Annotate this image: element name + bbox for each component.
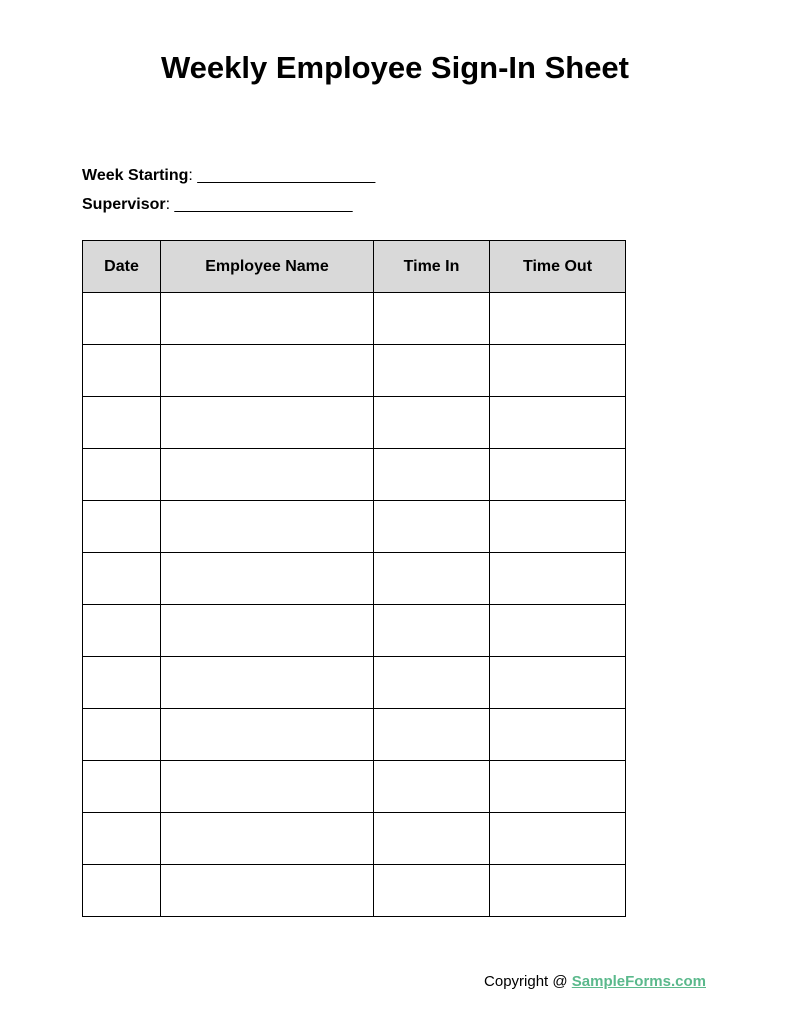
time-out-cell[interactable] bbox=[490, 553, 626, 605]
supervisor-field[interactable] bbox=[82, 195, 352, 215]
date-cell[interactable] bbox=[83, 865, 161, 917]
time-out-cell[interactable] bbox=[490, 761, 626, 813]
employee-name-cell[interactable] bbox=[161, 553, 374, 605]
date-cell[interactable] bbox=[83, 709, 161, 761]
time-in-cell[interactable] bbox=[374, 553, 490, 605]
employee-name-cell[interactable] bbox=[161, 657, 374, 709]
time-in-cell[interactable] bbox=[374, 397, 490, 449]
table-body bbox=[83, 293, 626, 917]
date-cell[interactable] bbox=[83, 605, 161, 657]
time-out-cell[interactable] bbox=[490, 657, 626, 709]
employee-name-cell[interactable] bbox=[161, 501, 374, 553]
employee-name-cell[interactable] bbox=[161, 865, 374, 917]
time-out-cell[interactable] bbox=[490, 813, 626, 865]
time-in-cell[interactable] bbox=[374, 761, 490, 813]
week-starting-field[interactable] bbox=[82, 166, 375, 186]
time-out-cell[interactable] bbox=[490, 397, 626, 449]
supervisor-separator: : bbox=[165, 196, 171, 213]
time-in-cell[interactable] bbox=[374, 345, 490, 397]
supervisor-label: Supervisor bbox=[82, 196, 166, 213]
header-time-in: Time In bbox=[374, 241, 490, 293]
table-row bbox=[83, 293, 626, 345]
week-starting-separator: : bbox=[188, 167, 193, 184]
sampleforms-link[interactable]: SampleForms.com bbox=[571, 973, 706, 990]
copyright-text: Copyright @ bbox=[484, 973, 572, 990]
week-starting-label: Week Starting bbox=[82, 167, 189, 184]
date-cell[interactable] bbox=[83, 293, 161, 345]
date-cell[interactable] bbox=[83, 657, 161, 709]
date-cell[interactable] bbox=[83, 449, 161, 501]
week-starting-blank[interactable]: ____________________ bbox=[197, 167, 376, 184]
employee-name-cell[interactable] bbox=[161, 813, 374, 865]
time-in-cell[interactable] bbox=[374, 865, 490, 917]
table-row bbox=[83, 865, 626, 917]
sign-in-table bbox=[82, 240, 626, 917]
time-out-cell[interactable] bbox=[490, 449, 626, 501]
employee-name-cell[interactable] bbox=[161, 709, 374, 761]
time-in-cell[interactable] bbox=[374, 813, 490, 865]
time-in-cell[interactable] bbox=[374, 709, 490, 761]
table-row bbox=[83, 449, 626, 501]
table-row bbox=[83, 605, 626, 657]
date-cell[interactable] bbox=[83, 501, 161, 553]
employee-name-cell[interactable] bbox=[161, 345, 374, 397]
page-title: Weekly Employee Sign-In Sheet bbox=[160, 50, 629, 85]
employee-name-cell[interactable] bbox=[161, 293, 374, 345]
header-employee-name: Employee Name bbox=[161, 241, 374, 293]
time-out-cell[interactable] bbox=[490, 501, 626, 553]
employee-name-cell[interactable] bbox=[161, 605, 374, 657]
table-row bbox=[83, 709, 626, 761]
table-row bbox=[83, 813, 626, 865]
time-out-cell[interactable] bbox=[490, 865, 626, 917]
date-cell[interactable] bbox=[83, 813, 161, 865]
time-in-cell[interactable] bbox=[374, 449, 490, 501]
time-in-cell[interactable] bbox=[374, 657, 490, 709]
table-row bbox=[83, 761, 626, 813]
table-row bbox=[83, 553, 626, 605]
employee-name-cell[interactable] bbox=[161, 397, 374, 449]
header-date: Date bbox=[83, 241, 161, 293]
date-cell[interactable] bbox=[83, 345, 161, 397]
employee-name-cell[interactable] bbox=[161, 761, 374, 813]
time-out-cell[interactable] bbox=[490, 709, 626, 761]
time-in-cell[interactable] bbox=[374, 501, 490, 553]
time-in-cell[interactable] bbox=[374, 293, 490, 345]
table-row bbox=[83, 501, 626, 553]
time-out-cell[interactable] bbox=[490, 293, 626, 345]
date-cell[interactable] bbox=[83, 761, 161, 813]
header-time-out: Time Out bbox=[490, 241, 626, 293]
copyright-footer bbox=[484, 972, 706, 992]
time-in-cell[interactable] bbox=[374, 605, 490, 657]
date-cell[interactable] bbox=[83, 397, 161, 449]
employee-name-cell[interactable] bbox=[161, 449, 374, 501]
table-row bbox=[83, 345, 626, 397]
table-row bbox=[83, 657, 626, 709]
time-out-cell[interactable] bbox=[490, 345, 626, 397]
table-row bbox=[83, 397, 626, 449]
table-header-row bbox=[83, 241, 626, 293]
supervisor-blank[interactable]: ____________________ bbox=[174, 196, 353, 213]
date-cell[interactable] bbox=[83, 553, 161, 605]
time-out-cell[interactable] bbox=[490, 605, 626, 657]
